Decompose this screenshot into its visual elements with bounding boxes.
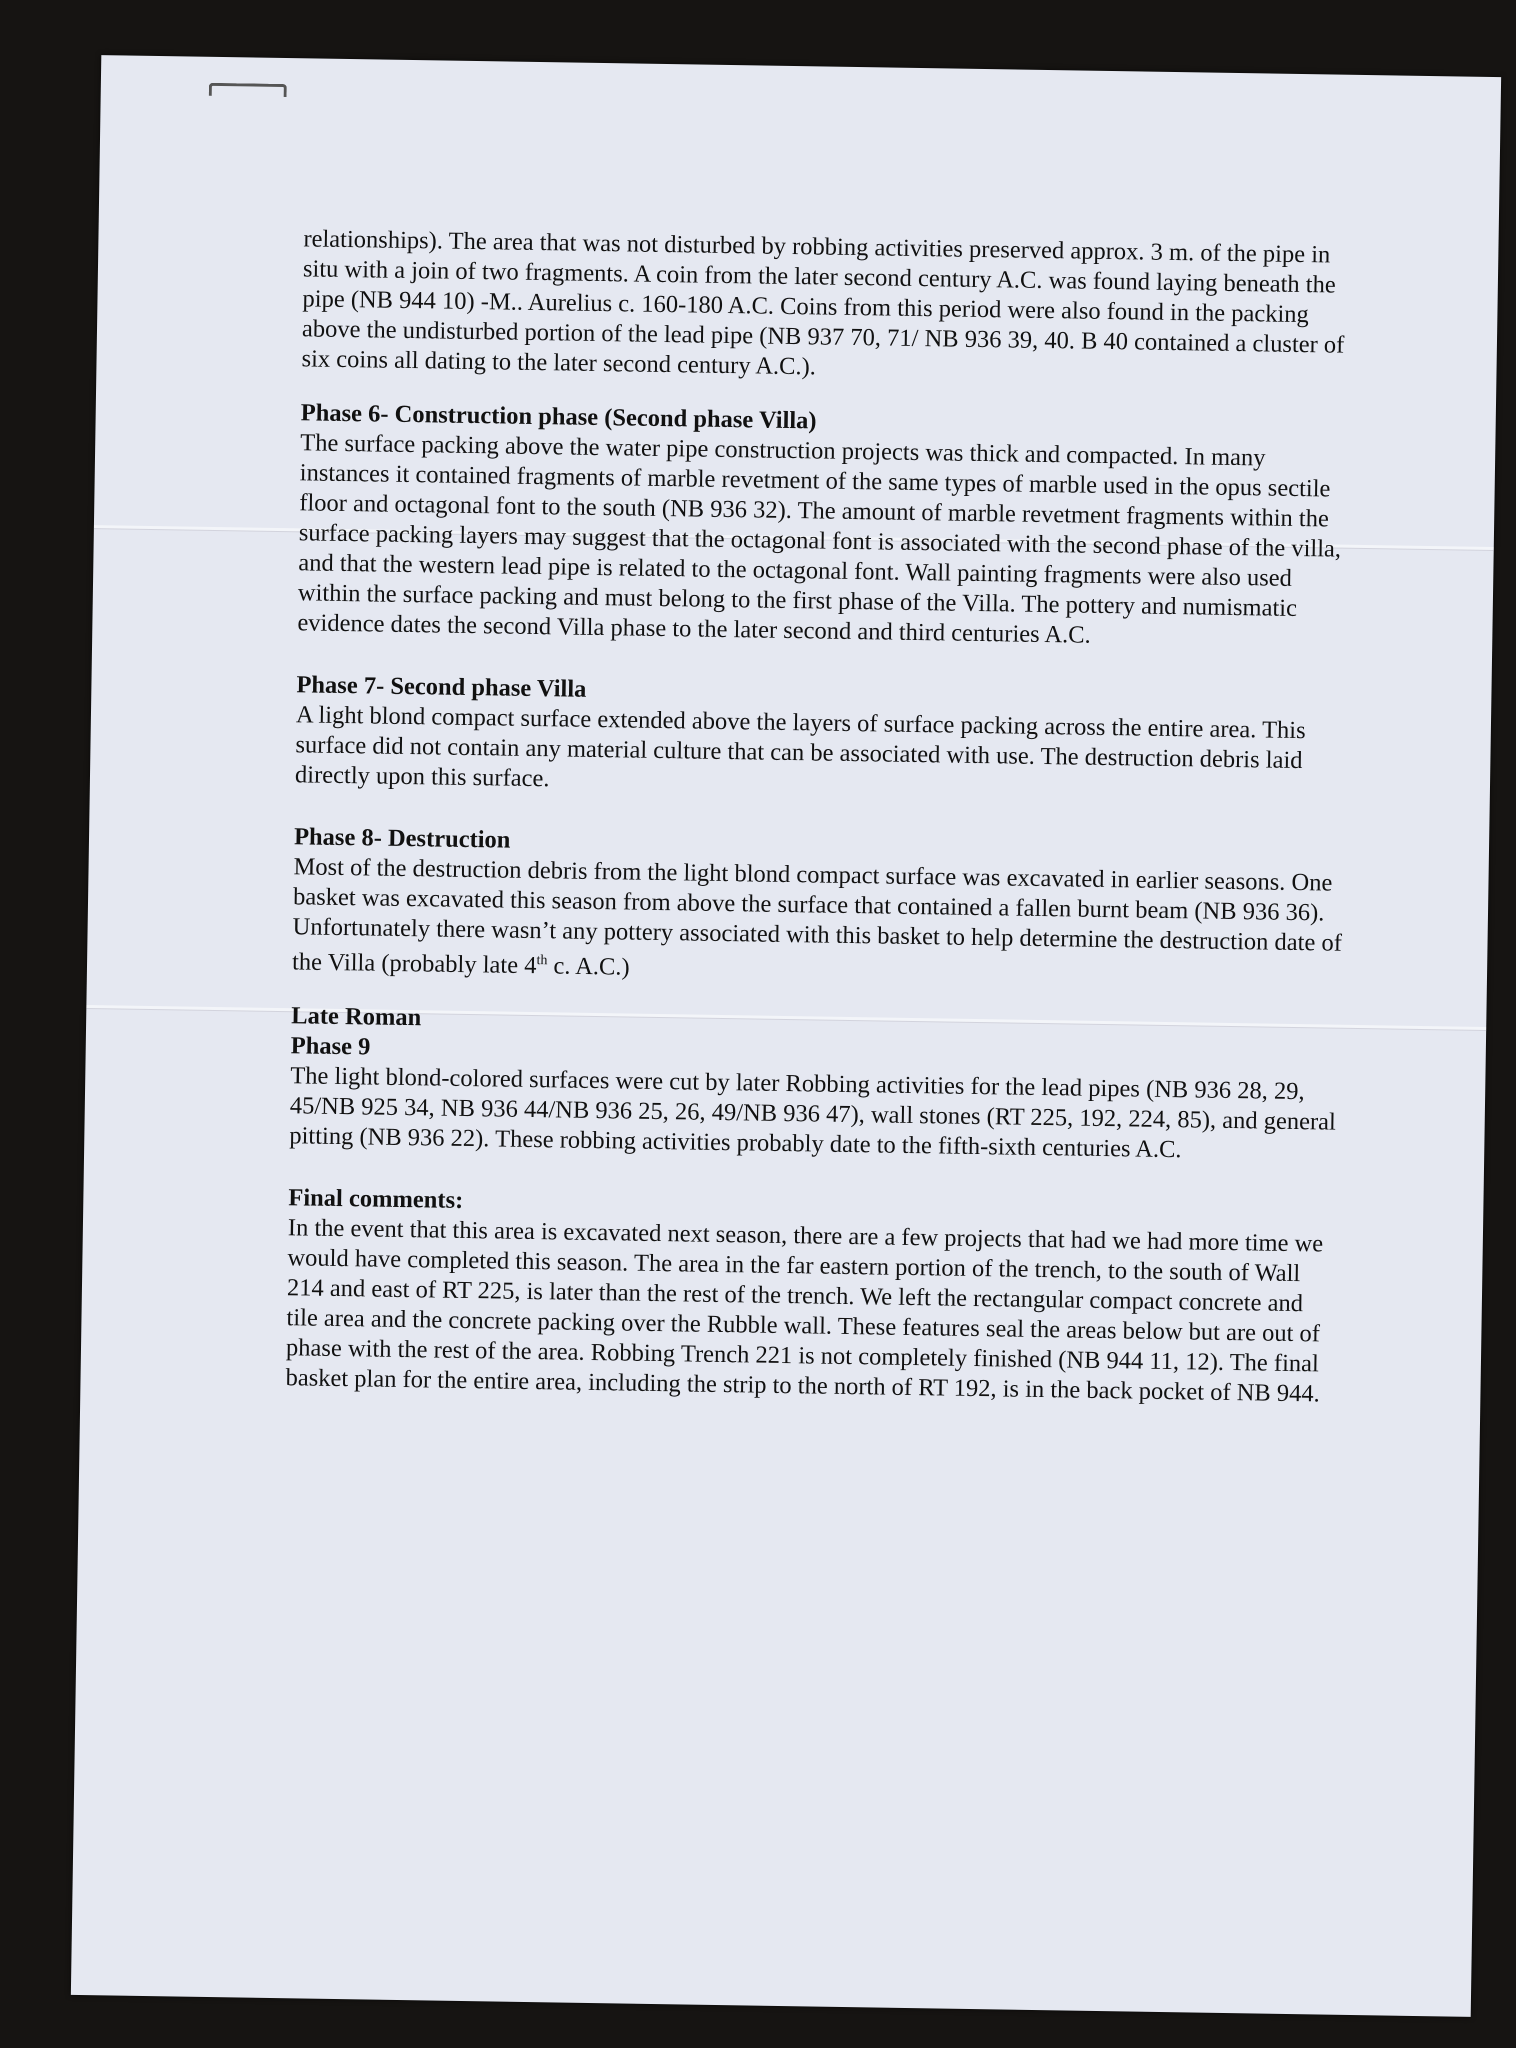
ordinal-suffix: th xyxy=(536,953,548,969)
phase-7-heading: Phase 7- Second phase Villa xyxy=(296,671,587,703)
late-roman-heading: Late Roman xyxy=(291,1002,422,1032)
phase-7-body: A light blond compact surface extended above the layers of surface packing across the entire area. This surface did not contain any material culture that can be associated with use. The destruction debris laid directly upon this surface. xyxy=(294,701,1306,793)
phase-9-body: The light blond-colored surfaces were cut by later Robbing activities for the lead pipes (NB 936 28, 29, 45/NB 925 34, NB 936 44/NB 936 25, 26, 49/NB 936 47), wall stones (RT 225, 192, 224, 85), and general pitting (NB 936 22). These robbing activities probably date to the fifth-sixth centuries A.C. xyxy=(289,1062,1337,1164)
phase-8-body xyxy=(292,852,1344,994)
phase-8-heading: Phase 8- Destruction xyxy=(293,823,511,854)
phase-9-heading: Phase 9 xyxy=(290,1032,371,1061)
intro-paragraph: relationships). The area that was not disturbed by robbing activities preserved approx. 3 m. of the pipe in situ with a join of two fragments. A coin from the later second century A.C. was found laying beneath the pipe (NB 944 10) -M.. Aurelius c. 160-180 A.C. Coins from this period were also found in the packing above the undisturbed portion of the lead pipe (NB 937 70, 71/ NB 936 39, 40. B 40 contained a cluster of six coins all dating to the later second century A.C.). xyxy=(301,225,1345,381)
document-page xyxy=(71,55,1501,2017)
phase-8-text-end: c. A.C.) xyxy=(547,952,630,981)
final-comments-heading: Final comments: xyxy=(288,1184,464,1215)
phase-8-text: Most of the destruction debris from the light blond compact surface was excavated in earlier seasons. One basket was excavated this season from above the surface that contained a fallen burnt beam (NB 936 36). Unfortunately there wasn’t any pottery associated with this basket to help determine the destruction date of the Villa (probably late 4 xyxy=(291,853,1343,980)
final-comments-body: In the event that this area is excavated next season, there are a few projects that had we had more time we would have completed this season. The area in the far eastern portion of the trench, to the south of Wall 214 and east of RT 225, is later than the rest of the trench. We left the rectangular compact concrete and tile area and the concrete packing over the Rubble wall. These features seal the areas below but are out of phase with the rest of the area. Robbing Trench 221 is not completely finished (NB 944 11, 12). The final basket plan for the entire area, including the strip to the north of RT 192, is in the back pocket of NB 944. xyxy=(285,1214,1324,1408)
document-body xyxy=(285,224,1353,1410)
phase-6-body: The surface packing above the water pipe construction projects was thick and compacted. In many instances it contained fragments of marble revetment of the same types of marble used in the opus sectile floor and octagonal font to the south (NB 936 32). The amount of marble revetment fragments within the surface packing layers may suggest that the octagonal font is associated with the second phase of the villa, and that the western lead pipe is related to the octagonal font. Wall painting fragments were also used within the surface packing and must belong to the first phase of the Villa. The pottery and numismatic evidence dates the second Villa phase to the later second and third centuries A.C. xyxy=(297,429,1342,649)
phase-6-heading: Phase 6- Construction phase (Second phase Villa) xyxy=(300,399,817,435)
staple-mark xyxy=(209,83,287,97)
